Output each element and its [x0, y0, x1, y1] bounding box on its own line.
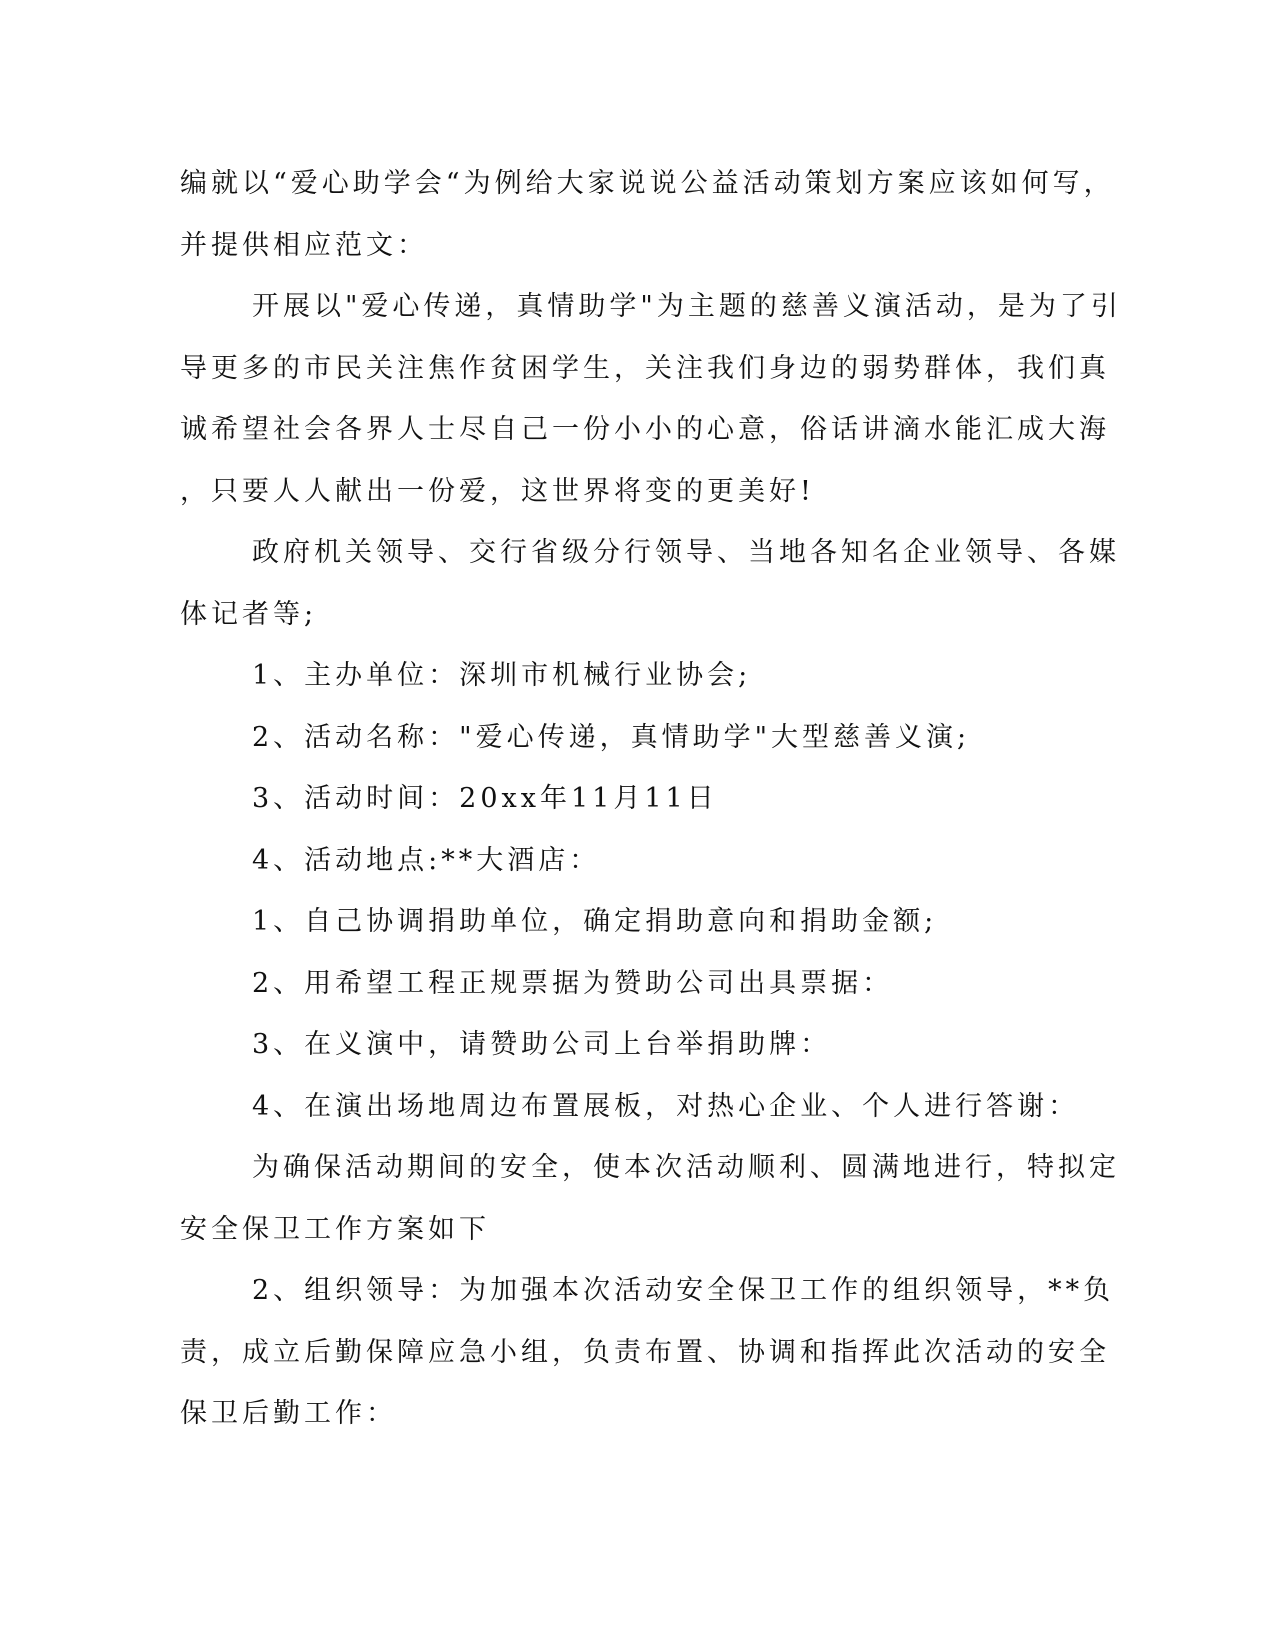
list-item: 1、主办单位：深圳市机械行业协会; — [252, 660, 752, 691]
text-line: 责，成立后勤保障应急小组，负责布置、协调和指挥此次活动的安全 — [180, 1336, 1110, 1368]
text-line: 并提供相应范文： — [180, 229, 428, 261]
list-item: 2、活动名称："爱心传递，真情助学"大型慈善义演; — [252, 721, 971, 753]
text-line: 保卫后勤工作： — [180, 1398, 397, 1429]
list-item: 2、用希望工程正规票据为赞助公司出具票据： — [252, 967, 894, 999]
list-item: 4、活动地点:**大酒店： — [252, 844, 601, 876]
list-item: 4、在演出场地周边布置展板，对热心企业、个人进行答谢： — [252, 1090, 1080, 1122]
list-item: 3、活动时间：20xx年11月11日 — [252, 783, 718, 814]
paragraph-start-line: 2、组织领导：为加强本次活动安全保卫工作的组织领导，**负 — [252, 1275, 1115, 1306]
text-line: ，只要人人献出一份爱，这世界将变的更美好! — [180, 475, 815, 507]
list-item: 3、在义演中，请赞助公司上台举捐助牌： — [252, 1029, 832, 1060]
list-item: 1、自己协调捐助单位，确定捐助意向和捐助金额; — [252, 906, 938, 937]
paragraph-start-line: 为确保活动期间的安全，使本次活动顺利、圆满地进行，特拟定 — [252, 1152, 1120, 1183]
paragraph-start-line: 开展以"爱心传递，真情助学"为主题的慈善义演活动，是为了引 — [252, 291, 1122, 322]
text-line: 安全保卫工作方案如下 — [180, 1213, 490, 1245]
text-line: 诚希望社会各界人士尽自己一份小小的心意，俗话讲滴水能汇成大海 — [180, 414, 1110, 445]
paragraph-start-line: 政府机关领导、交行省级分行领导、当地各知名企业领导、各媒 — [252, 537, 1120, 568]
text-line: 编就以“爱心助学会“为例给大家说说公益活动策划方案应该如何写， — [180, 168, 1115, 199]
text-line: 体记者等; — [180, 598, 318, 630]
text-line: 导更多的市民关注焦作贫困学生，关注我们身边的弱势群体，我们真 — [180, 352, 1110, 384]
document-page — [180, 153, 1122, 1445]
